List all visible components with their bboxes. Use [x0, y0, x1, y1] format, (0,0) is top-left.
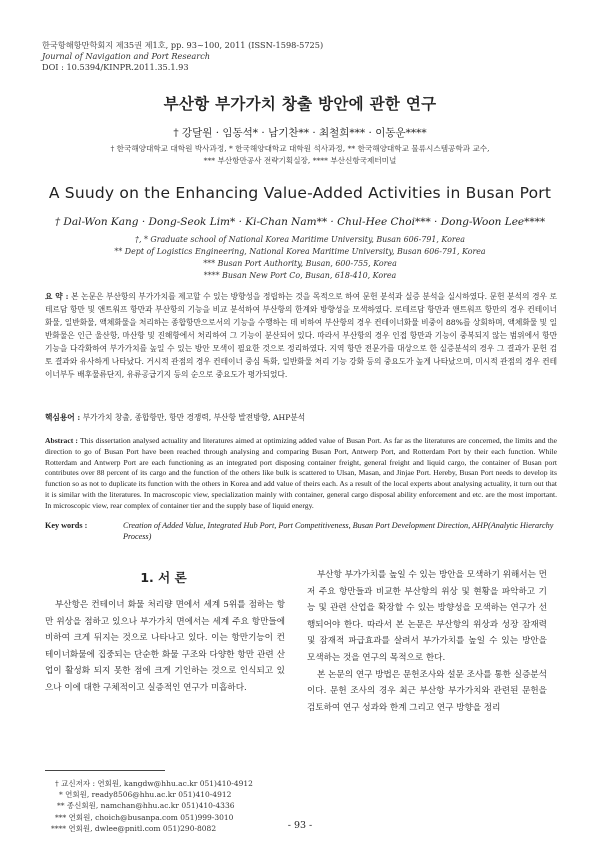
footnote: * 연회원, ready8506@hhu.ac.kr 051)410-4912	[59, 790, 232, 800]
body-left-column	[45, 597, 285, 697]
footnote: ** 종신회원, namchan@hhu.ac.kr 051)410-4336	[57, 801, 235, 811]
body-paragraph: 부산항은 컨테이너 화물 처리량 면에서 세계 5위를 점하는 항만 위상을 점하고 있으나 부가가치 면에서는 세계 주요 항만들에 비하여 크게 뒤지는 것으로 나타나고 있다. 이는 항만기능이 컨테이너화물에 집중되는 단순한 화물 구조와 다양한 항만 관련 산업이 활성화 되지 못한 점에 크게 기인하는 것으로 인식되고 있으나 이에 대한 구체적이고 실증적인 연구가 미흡하다.	[45, 600, 285, 693]
english-abstract-text: This dissertation analysed actuality and literatures aimed at optimizing added value of Busan Port. As far as the literatures are concerned, the limits and the direction to go of Busan Port have been reached through analysing and comparing Busan Port, Antwerp Port, and Rotterdam Port by their each function. While Rotterdam and Antwerp Port are each functioning as an integrated port disposing container freight, general freight and liquid cargo, the container of Busan port contributes over 88 percent of its cargo and the function of the others like bulk is scattered to Ulsan, Masan, and Jinjae Port. Hereby, Busan Port needs to develop its function so as not to duplicate its function with the others in Korea and add value of theirs each. As a result of the local experts about analysing actuality, it turn out that it is similar with the literatures. In macroscopic view, specialization mainly with container, general cargo disposal ability enforcement and etc. are the most important. In microscopic view, rear complex of container tier and the supply base of liquid energy.	[45, 436, 557, 510]
footnote: † 교신저자 : 연회원, kangdw@hhu.ac.kr 051)410-4912	[55, 779, 253, 788]
journal-citation-ko: 한국항해항만학회지 제35권 제1호, pp. 93~100, 2011 (ISSN-1598-5725)	[42, 40, 324, 50]
footnote: **** 연회원, dwlee@pnitl.com 051)290-8082	[51, 823, 217, 833]
korean-keywords-label: 핵심용어 :	[45, 413, 81, 422]
english-title: A Suudy on the Enhancing Value-Added Activities in Busan Port	[48, 184, 552, 202]
english-affiliation-line: *** Busan Port Authority, Busan, 600-755, Korea	[203, 259, 397, 268]
english-keywords	[45, 520, 557, 542]
body-paragraph: 부산항 부가가치를 높일 수 있는 방안을 모색하기 위해서는 먼저 주요 항만들과 비교한 부산항의 위상 및 현황을 파악하고 기능 및 관련 산업을 확장할 수 있는 방향성을 모색하는 연구가 선행되어야 한다. 따라서 본 논문은 부산항의 위상과 성장 잠재력 및 잠재적 파급효과를 살려서 부가가치를 높일 수 있는 방안을 모색하는 것을 연구의 목적으로 한다.	[307, 570, 547, 663]
korean-keywords	[45, 412, 557, 423]
section-heading: 1. 서 론	[140, 570, 187, 585]
english-affiliation-line: †, * Graduate school of National Korea Maritime University, Busan 606-791, Korea	[135, 235, 465, 244]
footnote-divider	[45, 770, 165, 771]
korean-abstract-label: 요 약 :	[45, 292, 69, 301]
english-abstract	[45, 436, 557, 512]
journal-header	[42, 40, 323, 73]
korean-affiliations	[0, 143, 600, 167]
korean-title: 부산항 부가가치 창출 방안에 관한 연구	[163, 95, 437, 113]
english-affiliation-line: ** Dept of Logistics Engineering, National Korea Maritime University, Busan 606-791, Korea	[114, 247, 486, 256]
korean-affiliation-line: *** 부산항만공사 전략기획실장, **** 부산신항국제터미널	[203, 156, 397, 165]
english-keywords-label: Key words :	[45, 521, 88, 530]
english-affiliations	[0, 234, 600, 282]
journal-doi: DOI : 10.5394/KINPR.2011.35.1.93	[42, 62, 189, 72]
korean-affiliation-line: † 한국해양대학교 대학원 박사과정, * 한국해양대학교 대학원 석사과정, ** 한국해양대학교 물류시스템공학과 교수,	[110, 144, 490, 153]
footnote: *** 연회원, choich@busanpa.com 051)999-3010	[55, 812, 234, 822]
english-abstract-label: Abstract :	[45, 436, 78, 445]
korean-abstract	[45, 290, 557, 381]
korean-authors: † 강달원 · 임동석* · 남기찬** · 최철희*** · 이동운****	[173, 127, 427, 139]
journal-name-en: Journal of Navigation and Port Research	[42, 51, 211, 61]
english-affiliation-line: **** Busan New Port Co, Busan, 618-410, Korea	[203, 271, 397, 280]
page-number: - 93 -	[287, 820, 313, 831]
korean-keywords-text: 부가가치 창출, 종합항만, 항만 경쟁력, 부산항 발전방향, AHP분석	[82, 413, 306, 422]
english-authors: † Dal-Won Kang · Dong-Seok Lim* · Ki-Chan Nam** · Chul-Hee Choi*** · Dong-Woon Lee****	[54, 216, 546, 228]
body-right-column	[307, 567, 547, 716]
korean-abstract-text: 본 논문은 부산항의 부가가치를 제고할 수 있는 방향성을 정립하는 것을 목적으로 하여 문헌 분석과 실증 분석을 실시하였다. 문헌 분석의 경우 로테르담 항만 및 앤트워프 항만과 부산항의 기능을 비교 분석하여 부산항의 한계와 방향성을 모색하였다. 로테르담 항만과 앤트워프 항만의 경우 컨테이너화물, 일반화물, 액체화물을 처리하는 종합항만으로서의 기능을 수행하는 데 비하여 부산항의 경우 컨테이너화물 비중이 88%를 상회하며, 액체화물 및 일반화물은 인근 울산항, 마산항 및 진해항에서 처리하여 그 기능이 분산되어 있다. 따라서 부산항의 경우 인접 항만과 기능이 중복되지 않는 범위에서 항만 기능을 다각화하여 부가가치를 높일 수 있는 방안 모색이 필요한 것으로 정리하였다. 지역 항만 전문가를 대상으로 한 실증분석의 경우 그 결과가 문헌 검토 결과와 유사하게 나타났다. 거시적 관점의 경우 컨테이너 중심 특화, 일반화물 처리 기능 강화 등의 중요도가 높게 나타났으며, 미시적 관점의 경우 컨테이너부두 배후물류단지, 유류공급기지 등의 순으로 중요도가 평가되었다.	[45, 292, 557, 379]
body-paragraph: 본 논문의 연구 방법은 문헌조사와 설문 조사를 통한 실증분석이다. 문헌 조사의 경우 최근 부산항 부가가치와 관련된 문헌을 검토하여 연구 성과와 한계 그리고 연구 방향을 정리	[307, 669, 547, 713]
english-keywords-text: Creation of Added Value, Integrated Hub Port, Port Competitiveness, Busan Port Development Direction, AHP(Analytic Hierarchy Process)	[123, 521, 554, 541]
